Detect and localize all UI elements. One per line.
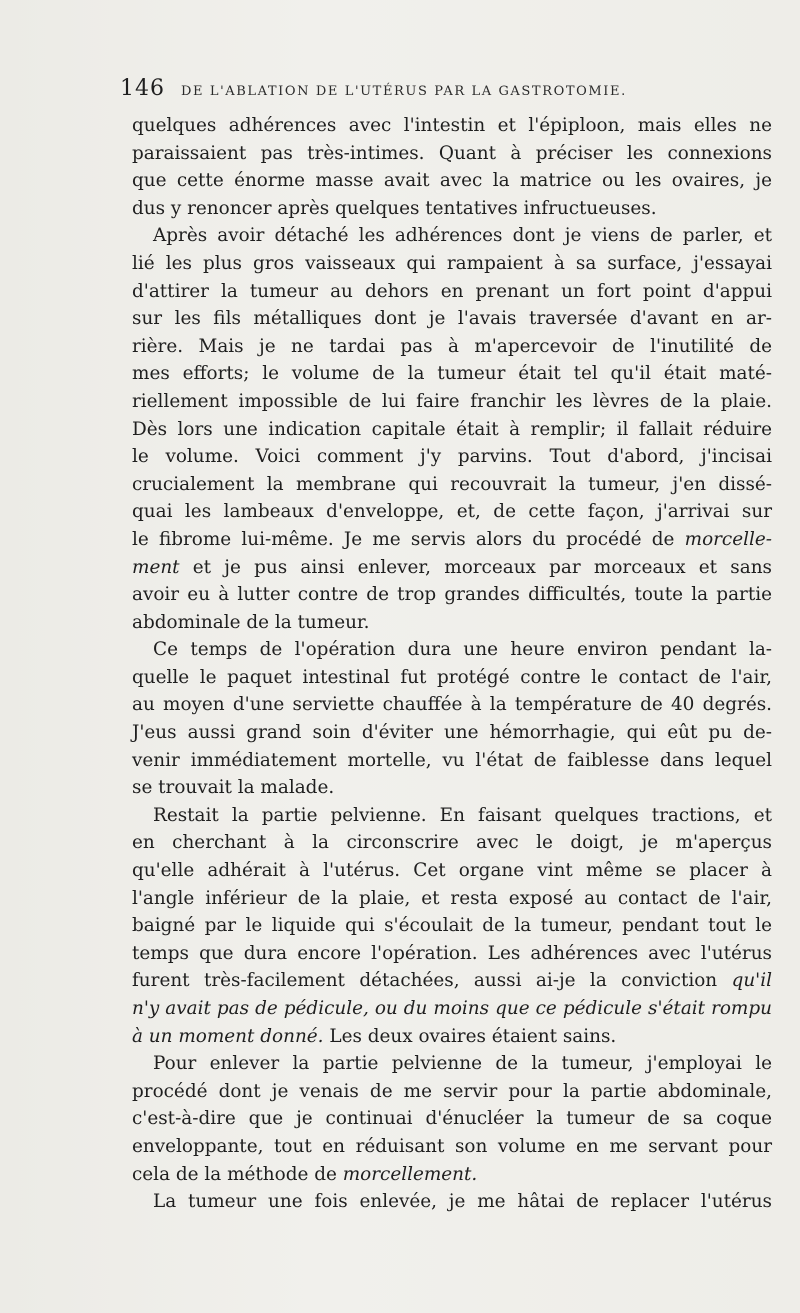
text-line <box>132 471 772 499</box>
text-line <box>132 1050 772 1078</box>
text-line <box>132 636 772 664</box>
italic-text-run: morcellement. <box>342 1163 478 1185</box>
text-run: La tumeur une fois enlevée, je me hâtai de replacer l'utérus <box>153 1191 772 1213</box>
text-line <box>132 222 772 250</box>
text-run: se trouvait la malade. <box>132 777 335 799</box>
text-run: et je pus ainsi enlever, morceaux par morceaux et sans <box>179 556 772 578</box>
text-run: baigné par le liquide qui s'écoulait de la tumeur, pendant tout le <box>132 915 772 937</box>
text-run: venir immédiatement mortelle, vu l'état de faiblesse dans lequel <box>132 749 772 771</box>
text-line <box>132 167 772 195</box>
text-line <box>132 829 772 857</box>
text-line <box>132 885 772 913</box>
text-line <box>132 857 772 885</box>
text-run: d'attirer la tumeur au dehors en prenant un fort point d'appui <box>132 280 772 302</box>
text-line <box>132 443 772 471</box>
text-line <box>132 388 772 416</box>
text-run: le volume. Voici comment j'y parvins. Tout d'abord, j'incisai <box>132 446 772 468</box>
text-run: Ce temps de l'opération dura une heure environ pendant la- <box>153 639 772 661</box>
text-line <box>132 719 772 747</box>
italic-text-run: qu'il <box>731 970 772 992</box>
text-run: l'angle inférieur de la plaie, et resta exposé au contact de l'air, <box>132 887 772 909</box>
text-run: Restait la partie pelvienne. En faisant quelques tractions, et <box>153 804 772 826</box>
text-run: le fibrome lui-même. Je me servis alors du procédé de <box>132 528 675 550</box>
text-line <box>132 112 772 140</box>
text-line <box>132 195 772 223</box>
text-line <box>132 912 772 940</box>
italic-text-run: à un moment donné. <box>132 1025 324 1047</box>
text-run: Pour enlever la partie pelvienne de la tumeur, j'employai le <box>153 1053 772 1075</box>
text-run: procédé dont je venais de me servir pour la partie abdominale, <box>132 1080 772 1102</box>
text-line <box>132 1078 772 1106</box>
text-line <box>132 1161 772 1189</box>
text-run: rière. Mais je ne tardai pas à m'apercevoir de l'inutilité de <box>132 335 772 357</box>
text-run: en cherchant à la circonscrire avec le doigt, je m'aperçus <box>132 832 772 854</box>
text-line <box>132 1133 772 1161</box>
italic-text-run: ment <box>132 556 180 578</box>
text-line <box>132 581 772 609</box>
running-header <box>120 76 770 106</box>
text-run: sur les fils métalliques dont je l'avais traversée d'avant en ar- <box>132 308 772 330</box>
text-run: J'eus aussi grand soin d'éviter une hémorrhagie, qui eût pu de- <box>132 722 772 744</box>
text-run: que cette énorme masse avait avec la matrice ou les ovaires, je <box>132 170 772 192</box>
text-line <box>132 940 772 968</box>
text-line <box>132 774 772 802</box>
text-line <box>132 250 772 278</box>
text-run: mes efforts; le volume de la tumeur était tel qu'il était maté- <box>132 363 772 385</box>
text-run: quelle le paquet intestinal fut protégé contre le contact de l'air, <box>132 666 772 688</box>
italic-text-run: morcelle- <box>684 528 772 550</box>
text-line <box>132 1188 772 1216</box>
text-line <box>132 967 772 995</box>
text-run: riellement impossible de lui faire franchir les lèvres de la plaie. <box>132 390 772 412</box>
text-run: c'est-à-dire que je continuai d'énucléer la tumeur de sa coque <box>132 1108 772 1130</box>
text-line <box>132 691 772 719</box>
text-line <box>132 305 772 333</box>
text-line <box>132 416 772 444</box>
text-run: enveloppante, tout en réduisant son volume en me servant pour <box>132 1135 772 1157</box>
page-number: 146 <box>120 76 165 101</box>
text-run: dus y renoncer après quelques tentatives infructueuses. <box>132 197 657 219</box>
text-line <box>132 278 772 306</box>
text-line <box>132 526 772 554</box>
text-line <box>132 360 772 388</box>
text-line <box>132 995 772 1023</box>
text-run: furent très-facilement détachées, aussi ai-je la conviction <box>132 970 718 992</box>
italic-text-run: n'y avait pas de pédicule, ou du moins que ce pédicule s'était rompu <box>132 998 772 1019</box>
text-run: crucialement la membrane qui recouvrait la tumeur, j'en dissé- <box>132 473 772 495</box>
text-line <box>132 664 772 692</box>
text-line <box>132 333 772 361</box>
text-run: abdominale de la tumeur. <box>132 611 370 633</box>
text-run: Dès lors une indication capitale était à remplir; il fallait réduire <box>132 418 772 440</box>
text-line <box>132 747 772 775</box>
text-line <box>132 140 772 168</box>
text-run: Les deux ovaires étaient sains. <box>323 1025 617 1047</box>
text-run: qu'elle adhérait à l'utérus. Cet organe vint même se placer à <box>132 860 772 882</box>
text-run: paraissaient pas très-intimes. Quant à préciser les connexions <box>132 142 772 164</box>
text-run: cela de la méthode de <box>132 1163 337 1185</box>
text-run: quai les lambeaux d'enveloppe, et, de cette façon, j'arrivai sur <box>132 501 772 523</box>
running-title: DE L'ABLATION DE L'UTÉRUS PAR LA GASTROTOMIE. <box>181 84 627 99</box>
text-run: au moyen d'une serviette chauffée à la température de 40 degrés. <box>132 694 772 716</box>
text-line <box>132 802 772 830</box>
text-line <box>132 554 772 582</box>
text-line <box>132 1023 772 1051</box>
text-run: Après avoir détaché les adhérences dont je viens de parler, et <box>153 225 772 247</box>
text-run: lié les plus gros vaisseaux qui rampaient à sa surface, j'essayai <box>132 252 772 274</box>
body-text <box>132 112 772 1216</box>
text-run: quelques adhérences avec l'intestin et l'épiploon, mais elles ne <box>132 115 772 136</box>
text-line <box>132 609 772 637</box>
text-line <box>132 498 772 526</box>
text-run: temps que dura encore l'opération. Les adhérences avec l'utérus <box>132 942 772 964</box>
text-line <box>132 1105 772 1133</box>
text-run: avoir eu à lutter contre de trop grandes difficultés, toute la partie <box>132 584 772 606</box>
